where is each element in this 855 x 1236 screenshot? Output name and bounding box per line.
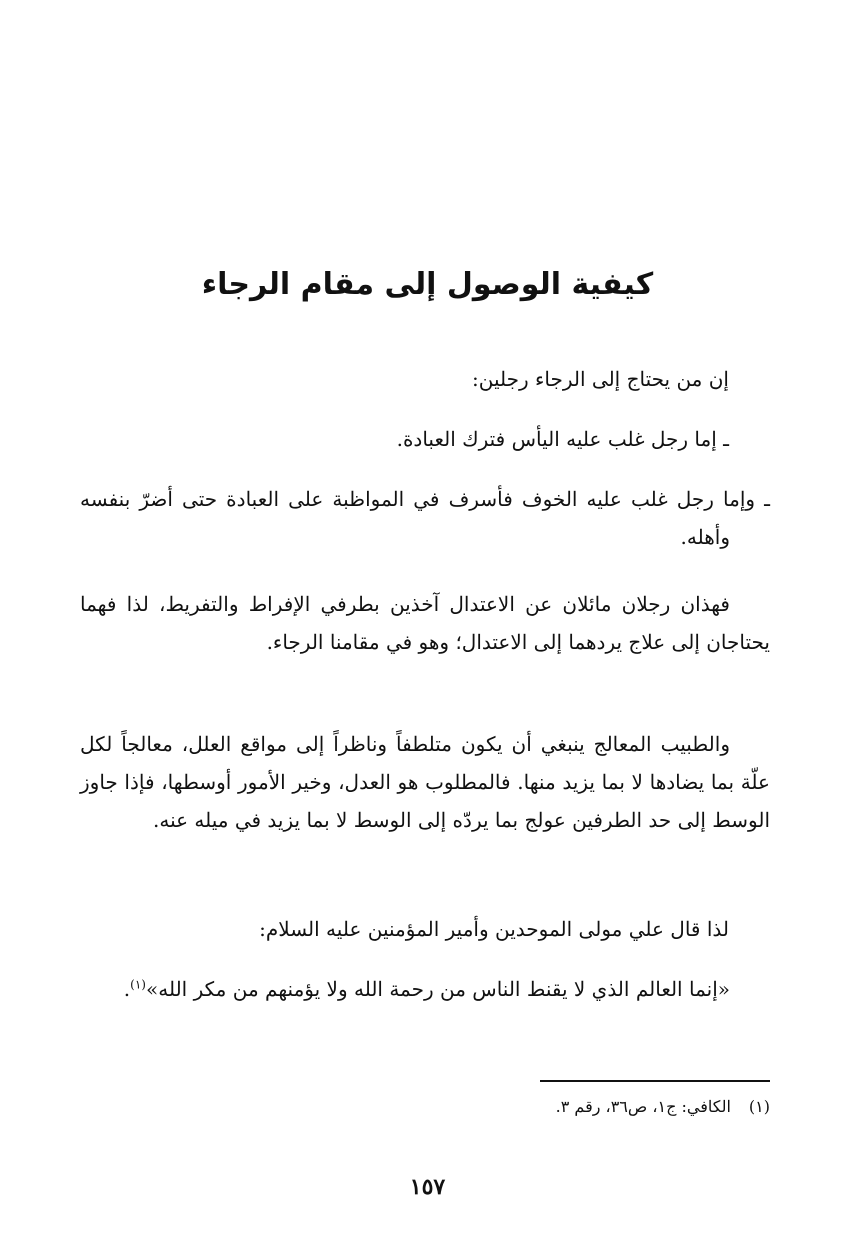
footnote-divider — [540, 1080, 770, 1082]
page-title: كيفية الوصول إلى مقام الرجاء — [201, 267, 654, 303]
paragraph-deviation: فهذان رجلان مائلان عن الاعتدال آخذين بطرفي الإفراط والتفريط، لذا فهما يحتاجان إلى علاج يردهما إلى الاعتدال؛ وهو في مقامنا الرجاء. — [80, 592, 770, 654]
quote-end: . — [123, 977, 131, 1001]
paragraph-second-man: ـ وإما رجل غلب عليه الخوف فأسرف في المواظبة على العبادة حتى أضرّ بنفسه وأهله. — [80, 487, 770, 549]
paragraph-intro: إن من يحتاج إلى الرجاء رجلين: — [472, 367, 729, 391]
paragraph-physician: والطبيب المعالج ينبغي أن يكون متلطفاً وناظراً إلى مواقع العلل، معالجاً لكل علّة بما يضادها لا بما يزيد منها. فالمطلوب هو العدل، وخير الأمور أوسطها، فإذا جاوز الوسط إلى حد الطرفين عولج بما يردّه إلى الوسط لا بما يزيد في ميله عنه. — [80, 732, 770, 832]
footnote-number: (١) — [748, 1097, 770, 1116]
paragraph-quote-intro: لذا قال علي مولى الموحدين وأمير المؤمنين عليه السلام: — [259, 917, 729, 941]
paragraph-first-man: ـ إما رجل غلب عليه اليأس فترك العبادة. — [396, 427, 729, 451]
quote-text: «إنما العالم الذي لا يقنط الناس من رحمة الله ولا يؤمنهم من مكر الله» — [145, 977, 730, 1001]
footnote-reference[interactable]: (١) — [130, 977, 146, 992]
paragraph-quote — [80, 970, 770, 1008]
footnote — [80, 1092, 770, 1122]
page-number: ١٥٧ — [409, 1174, 446, 1200]
footnote-text: الكافي: ج١، ص٣٦، رقم ٣. — [555, 1097, 731, 1116]
